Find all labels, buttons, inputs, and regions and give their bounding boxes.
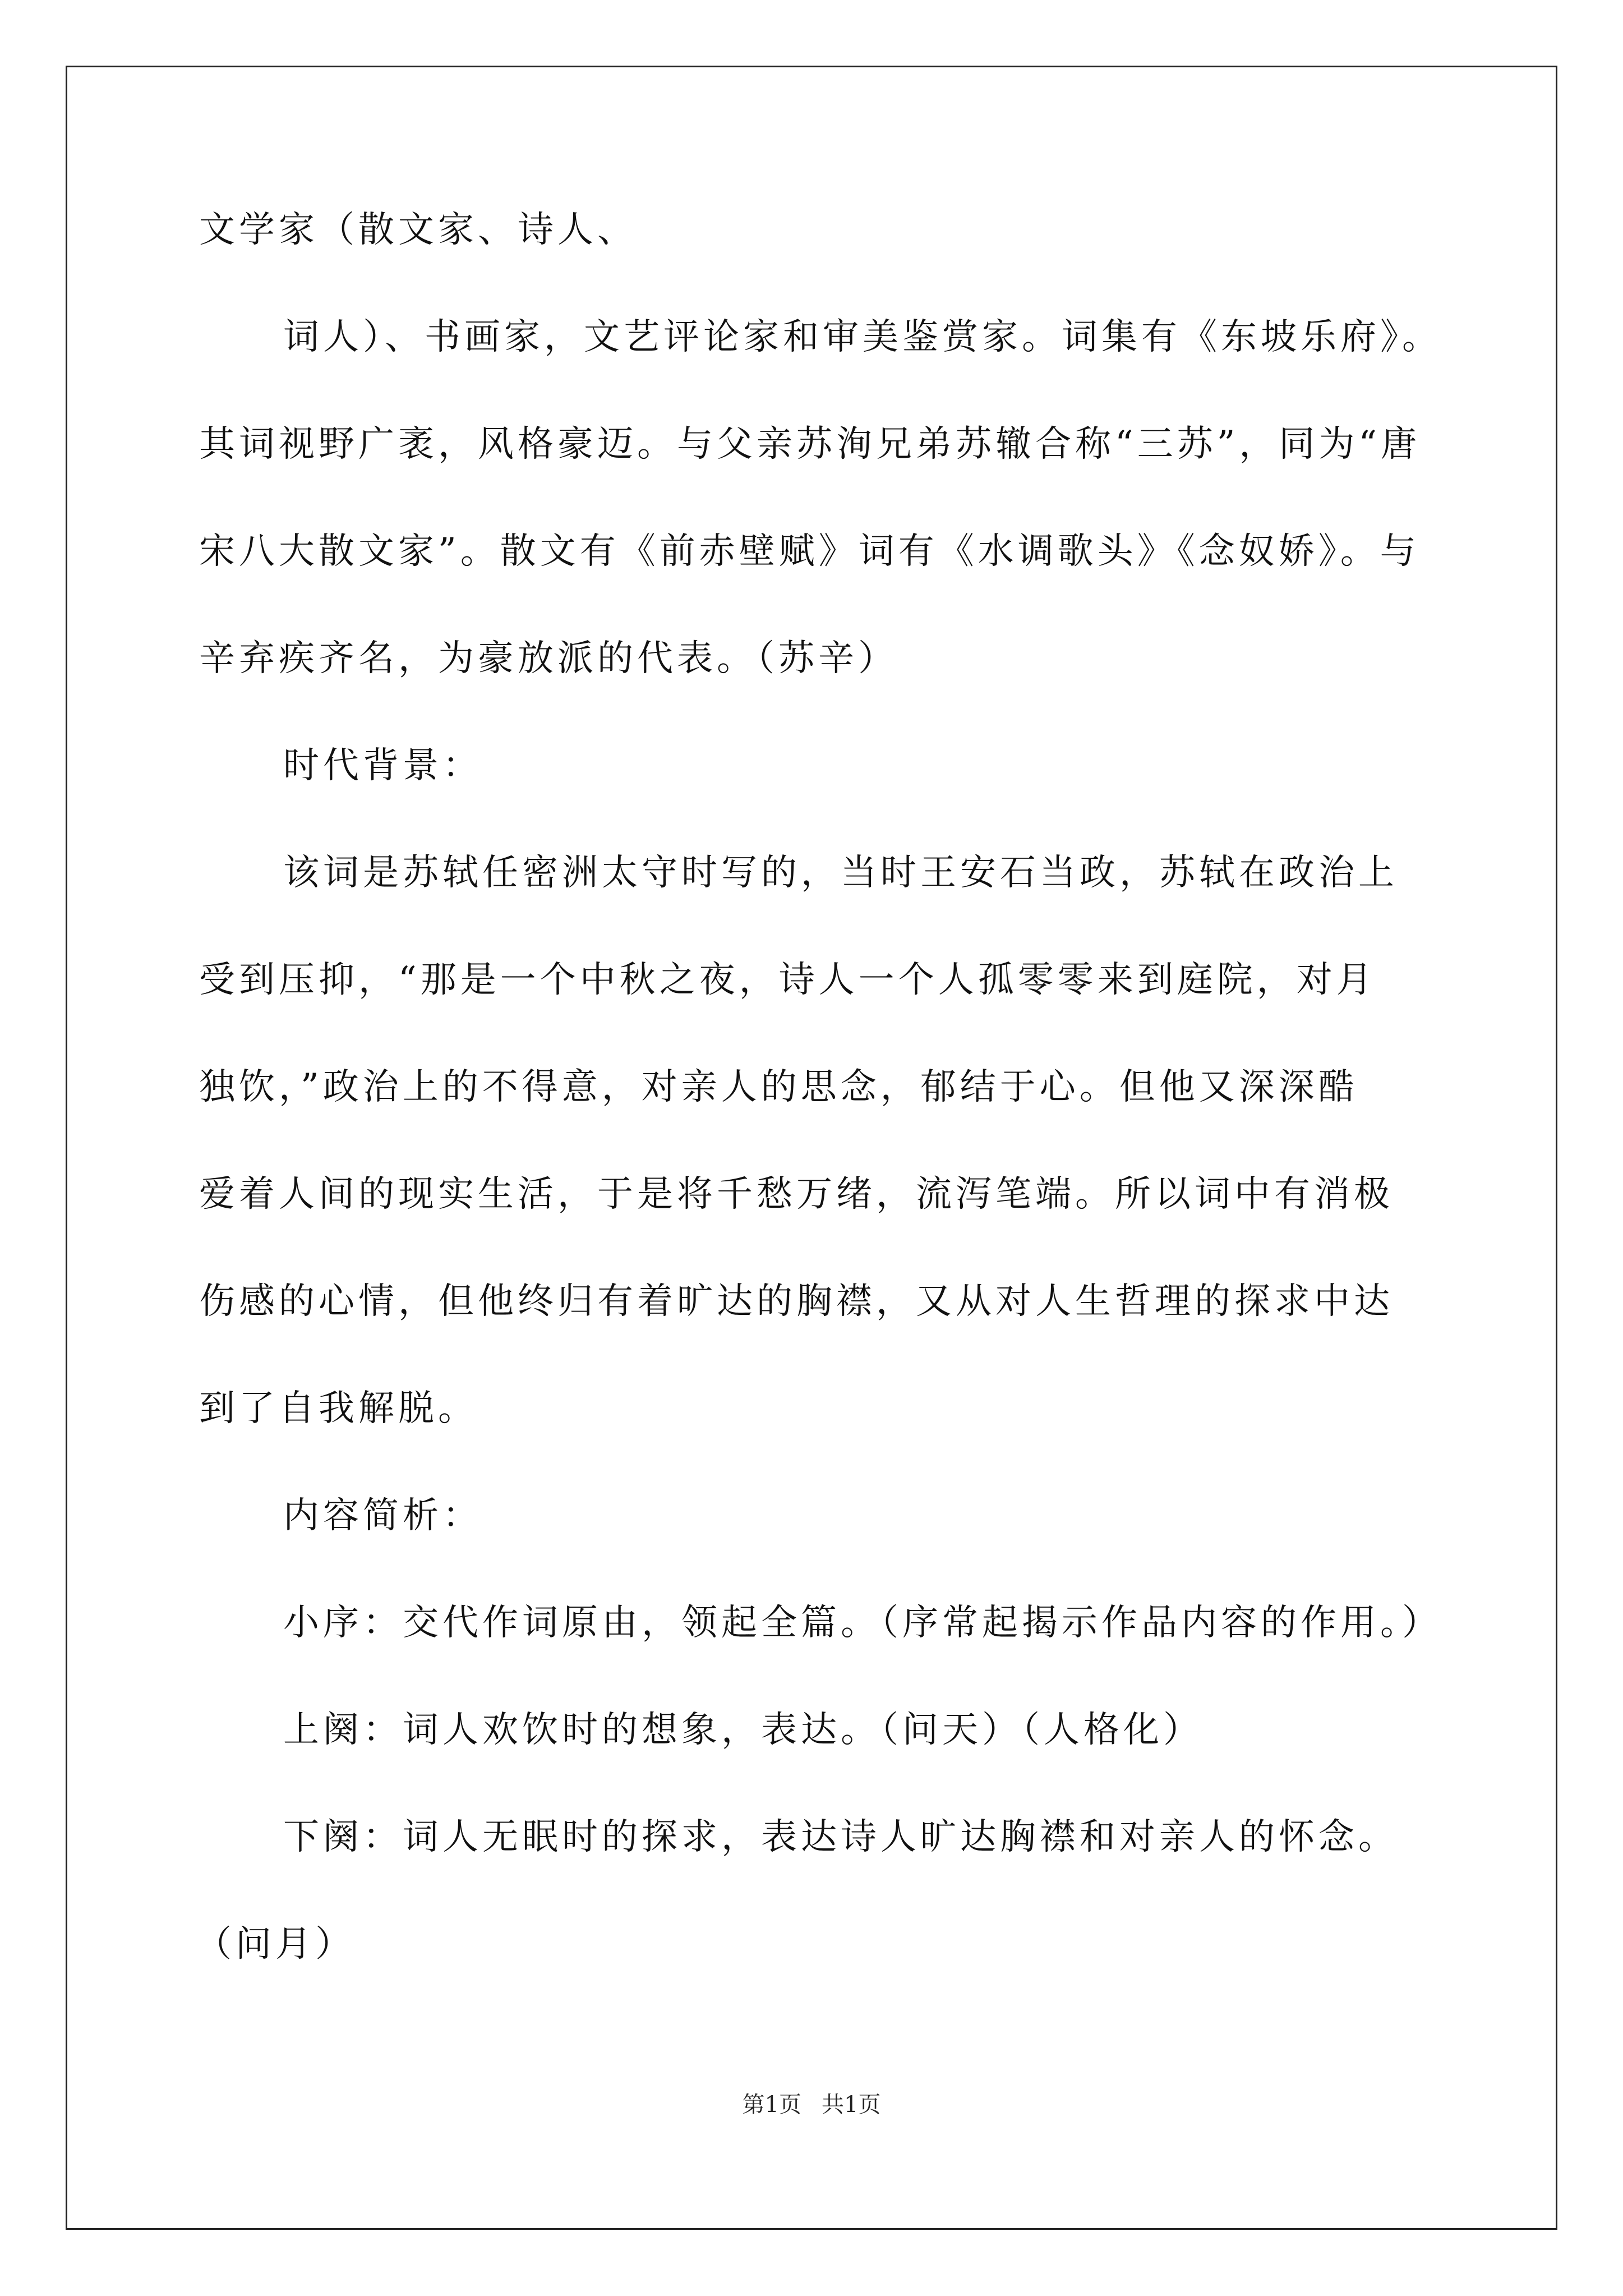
text-line: 独饮，”政治上的不得意，对亲人的思念，郁结于心。但他又深深酷 <box>199 1066 1358 1108</box>
text-line: 小序：交代作词原由，领起全篇。（序常起揭示作品内容的作用。） <box>283 1602 1442 1644</box>
document-body <box>196 205 1442 2026</box>
section-heading: 内容简析： <box>283 1495 482 1536</box>
text-line: 受到压抑，“那是一个中秋之夜，诗人一个人孤零零来到庭院，对月 <box>199 959 1376 1001</box>
text-line: 下阕：词人无眠时的探求，表达诗人旷达胸襟和对亲人的怀念。 <box>283 1816 1398 1858</box>
text-line: 伤感的心情，但他终归有着旷达的胸襟，又从对人生哲理的探求中达 <box>199 1281 1394 1322</box>
page-total: 共1页 <box>822 2092 881 2118</box>
page-number: 第1页 <box>742 2092 801 2118</box>
text-line: 文学家（散文家、诗人、 <box>199 209 637 251</box>
page-footer <box>0 2089 1623 2120</box>
text-line: 到了自我解脱。 <box>199 1388 478 1429</box>
text-line: 辛弃疾齐名，为豪放派的代表。（苏辛） <box>199 638 898 679</box>
text-line: 上阕：词人欢饮时的想象，表达。（问天）（人格化） <box>283 1709 1203 1751</box>
text-line: （问月） <box>196 1924 355 1965</box>
text-line: 爱着人间的现实生活，于是将千愁万绪，流泻笔端。所以词中有消极 <box>199 1174 1394 1215</box>
text-line: 宋八大散文家”。散文有《前赤壁赋》词有《水调歌头》《念奴娇》。与 <box>199 531 1420 572</box>
section-heading: 时代背景： <box>283 745 482 786</box>
text-line: 该词是苏轼任密洲太守时写的，当时王安石当政，苏轼在政治上 <box>283 852 1398 894</box>
text-line: 其词视野广袤，风格豪迈。与父亲苏洵兄弟苏辙合称“三苏”，同为“唐 <box>199 424 1421 465</box>
text-line: 词人）、书画家，文艺评论家和审美鉴赏家。词集有《东坡乐府》。 <box>283 316 1442 358</box>
